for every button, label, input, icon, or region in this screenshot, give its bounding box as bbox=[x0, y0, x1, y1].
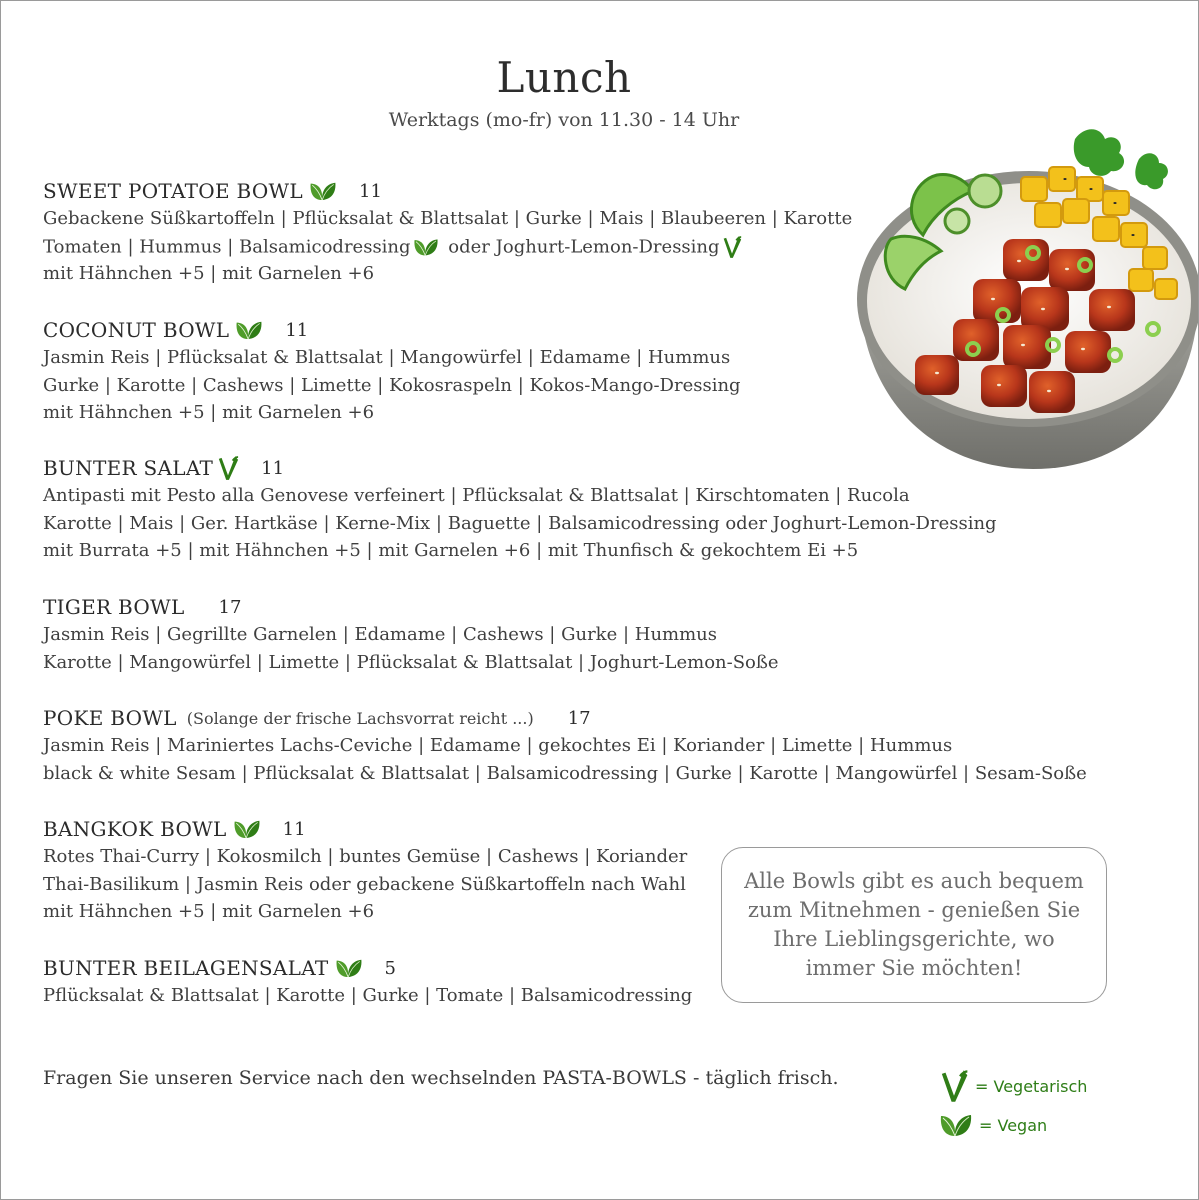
dish-header bbox=[43, 954, 692, 982]
dish-ingredients: Pflücksalat & Blattsalat | Karotte | Gurke | Tomate | Balsamicodressing bbox=[43, 985, 693, 1006]
dish-ingredients: Jasmin Reis | Mariniertes Lachs-Ceviche | Edamame | gekochtes Ei | Koriander | Limette | Hummus bbox=[43, 735, 953, 756]
dish-ingredients: Karotte | Mangowürfel | Limette | Pflücksalat & Blattsalat | Joghurt-Lemon-Soße bbox=[43, 651, 779, 673]
leaf-icon bbox=[335, 957, 363, 979]
legend-vegetarian-label: = Vegetarisch bbox=[975, 1076, 1088, 1096]
dish-price: 17 bbox=[567, 707, 591, 729]
dish-ingredients-text: oder Joghurt-Lemon-Dressing bbox=[448, 235, 720, 257]
dish-name: COCONUT BOWL bbox=[43, 318, 230, 342]
page-title: Lunch bbox=[496, 53, 632, 102]
leaf-icon bbox=[233, 818, 261, 840]
v-icon bbox=[217, 455, 239, 481]
legend-vegetarian bbox=[939, 1069, 1087, 1103]
dish-price: 11 bbox=[359, 180, 382, 202]
dish-coconut-bowl bbox=[43, 316, 741, 427]
dish-header bbox=[43, 177, 852, 205]
dish-price: 11 bbox=[285, 319, 309, 341]
dish-ingredients: Karotte | Mais | Ger. Hartkäse | Kerne-Mix | Baguette | Balsamicodressing oder Joghurt-Lemon-Dressing bbox=[43, 512, 997, 534]
legend-vegan-label: = Vegan bbox=[979, 1115, 1048, 1135]
dish-ingredients: Antipasti mit Pesto alla Genovese verfeinert | Pflücksalat & Blattsalat | Kirschtomaten | Rucola bbox=[43, 485, 910, 506]
dish-name: BUNTER SALAT bbox=[43, 456, 214, 480]
dish-price: 5 bbox=[384, 957, 396, 979]
dish-price: 17 bbox=[218, 596, 242, 618]
leaf-icon bbox=[235, 319, 263, 341]
dish-name: BUNTER BEILAGENSALAT bbox=[43, 956, 329, 980]
dish-header bbox=[43, 316, 741, 344]
leaf-icon bbox=[939, 1111, 973, 1139]
dish-bangkok-bowl bbox=[43, 815, 687, 926]
dish-header bbox=[43, 593, 779, 621]
dish-sweet-potatoe-bowl bbox=[43, 177, 852, 288]
dish-ingredients: Jasmin Reis | Gegrillte Garnelen | Edamame | Cashews | Gurke | Hummus bbox=[43, 624, 717, 645]
dish-ingredients: Gurke | Karotte | Cashews | Limette | Kokosraspeln | Kokos-Mango-Dressing bbox=[43, 374, 741, 396]
dish-ingredients: Rotes Thai-Curry | Kokosmilch | buntes Gemüse | Cashews | Koriander bbox=[43, 846, 688, 867]
bowl-illustration bbox=[853, 119, 1199, 491]
dish-name: POKE BOWL bbox=[43, 706, 177, 730]
dish-extras: mit Burrata +5 | mit Hähnchen +5 | mit Garnelen +6 | mit Thunfisch & gekochtem Ei +5 bbox=[43, 540, 859, 561]
dish-bunter-beilagensalat bbox=[43, 954, 692, 1010]
dish-name: BANGKOK BOWL bbox=[43, 817, 227, 841]
dish-name: TIGER BOWL bbox=[43, 595, 185, 619]
dish-name: SWEET POTATOE BOWL bbox=[43, 179, 303, 203]
dish-note: (Solange der frische Lachsvorrat reicht ...) bbox=[186, 708, 534, 728]
dish-tiger-bowl bbox=[43, 593, 779, 676]
dish-ingredients bbox=[43, 233, 852, 261]
takeaway-note-text: Alle Bowls gibt es auch bequem zum Mitnehmen - genießen Sie Ihre Lieblingsgerichte, wo immer Sie möchten! bbox=[744, 869, 1084, 980]
page-subtitle: Werktags (mo-fr) von 11.30 - 14 Uhr bbox=[388, 109, 740, 131]
takeaway-note-box bbox=[721, 847, 1107, 1003]
dish-ingredients: black & white Sesam | Pflücksalat & Blattsalat | Balsamicodressing | Gurke | Karotte | Mangowürfel | Sesam-Soße bbox=[43, 762, 1087, 784]
v-icon bbox=[939, 1069, 969, 1103]
leaf-icon bbox=[309, 180, 337, 202]
dish-ingredients: Gebackene Süßkartoffeln | Pflücksalat & Blattsalat | Gurke | Mais | Blaubeeren | Karotte bbox=[43, 208, 853, 229]
dish-extras: mit Hähnchen +5 | mit Garnelen +6 bbox=[43, 402, 375, 423]
dish-ingredients: Thai-Basilikum | Jasmin Reis oder gebackene Süßkartoffeln nach Wahl bbox=[43, 873, 686, 895]
legend-vegan bbox=[939, 1111, 1047, 1139]
leaf-icon bbox=[413, 237, 439, 257]
dish-extras: mit Hähnchen +5 | mit Garnelen +6 bbox=[43, 901, 375, 922]
v-icon bbox=[722, 235, 742, 259]
dish-price: 11 bbox=[261, 457, 285, 479]
dish-price: 11 bbox=[282, 818, 306, 840]
dish-header bbox=[43, 704, 1087, 732]
dish-ingredients: Jasmin Reis | Pflücksalat & Blattsalat | Mangowürfel | Edamame | Hummus bbox=[43, 347, 731, 368]
dish-extras: mit Hähnchen +5 | mit Garnelen +6 bbox=[43, 263, 375, 284]
footer-note: Fragen Sie unseren Service nach den wechselnden PASTA-BOWLS - täglich frisch. bbox=[43, 1067, 839, 1089]
dish-header bbox=[43, 815, 687, 843]
dish-ingredients-text: Tomaten | Hummus | Balsamicodressing bbox=[43, 235, 411, 257]
dish-poke-bowl bbox=[43, 704, 1087, 787]
